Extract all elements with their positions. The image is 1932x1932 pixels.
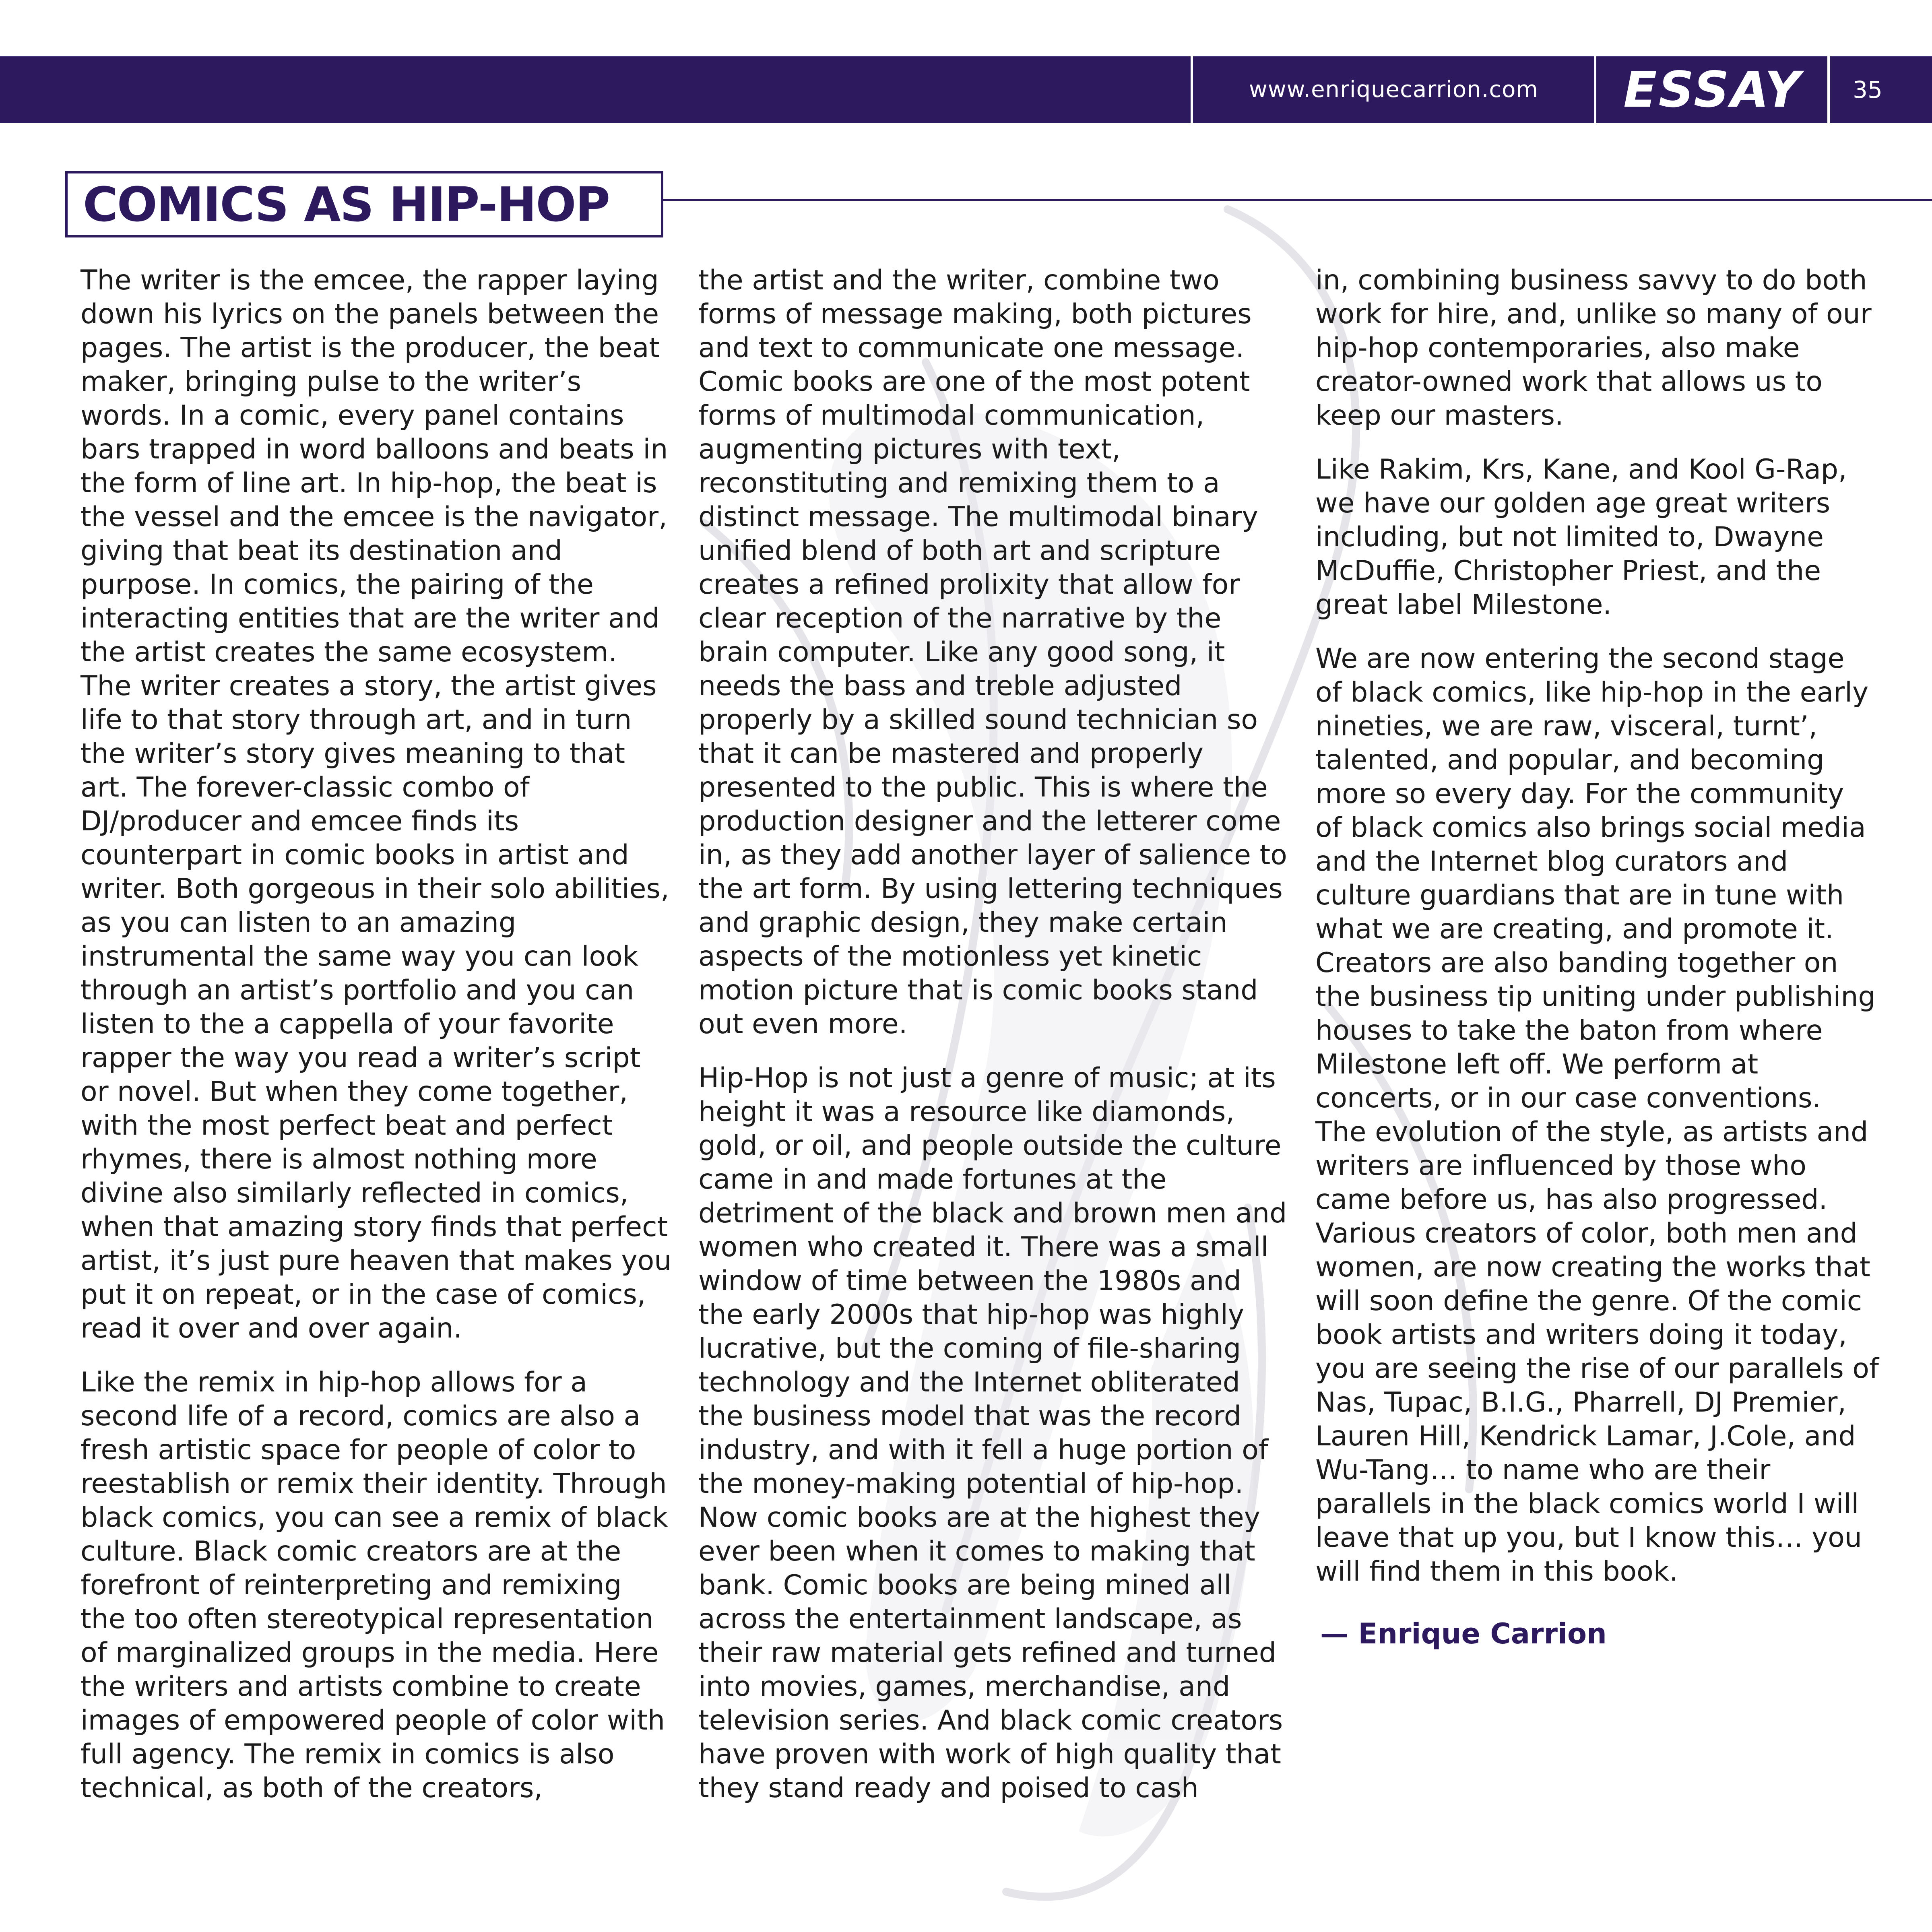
paragraph: the artist and the writer, combine two forms of message making, both pictures and text to communicate one message. Comic books are one of the most potent forms of multimodal communication, augmenting pictures with text, reconstituting and remixing them to a distinct message. The multimodal binary unified blend of both art and scripture creates a refined prolixity that allow for clear reception of the narrative by the brain computer. Like any good song, it needs the bass and treble adjusted properly by a skilled sound technician so that it can be mastered and properly presented to the public. This is where the production designer and the letterer come in, as they add another layer of salience to the art form. By using lettering techniques and graphic design, they make certain aspects of the motionless yet kinetic motion picture that is comic books stand out even more. [698, 264, 1287, 1040]
website-url: www.enriquecarrion.com [1249, 76, 1538, 103]
paragraph: We are now entering the second stage of black comics, like hip-hop in the early nineties, we are raw, visceral, turnt’, talented, and popular, and becoming more so every day. For the community of black comics also brings social media and the Internet blog curators and culture guardians that are in tune with what we are creating, and promote it. Creators are also banding together on the business tip uniting under publishing houses to take the baton from where Milestone left off. We perform at concerts, or in our case conventions. The evolution of the style, as artists and writers are influenced by those who came before us, has also progressed. Various creators of color, both men and women, are now creating the works that will soon define the genre. Of the comic book artists and writers doing it today, you are seeing the rise of our parallels of Nas, Tupac, B.I.G., Pharrell, DJ Premier, Lauren Hill, Kendrick Lamar, J.Cole, and Wu-Tang… to name who are their parallels in the black comics world I will leave that up you, but I know this… you will find them in this book. [1315, 643, 1879, 1587]
text-column-3 [1315, 264, 1879, 1651]
author-signature: — Enrique Carrion [1320, 1617, 1607, 1650]
header-divider [1827, 56, 1830, 123]
header-divider [1191, 56, 1193, 123]
page-number: 35 [1853, 76, 1882, 103]
paragraph: Like the remix in hip-hop allows for a second life of a record, comics are also a fresh artistic space for people of color to reestablish or remix their identity. Through black comics, you can see a remix of black culture. Black comic creators are at the forefront of reinterpreting and remixing the too often stereotypical representation of marginalized groups in the media. Here the writers and artists combine to create images of empowered people of color with full agency. The remix in comics is also technical, as both of the creators, [80, 1366, 668, 1804]
text-column-1 [80, 264, 672, 1825]
paragraph: Hip-Hop is not just a genre of music; at its height it was a resource like diamonds, gold, or oil, and people outside the culture came in and made fortunes at the detriment of the black and brown men and women who created it. There was a small window of time between the 1980s and the early 2000s that hip-hop was highly lucrative, but the coming of file-sharing technology and the Internet obliterated the business model that was the record industry, and with it fell a huge portion of the money-making potential of hip-hop. Now comic books are at the highest they ever been when it comes to making that bank. Comic books are being mined all across the entertainment landscape, as their raw material gets refined and turned into movies, games, merchandise, and television series. And black comic creators have proven with work of high quality that they stand ready and poised to cash [698, 1062, 1287, 1804]
paragraph: Like Rakim, Krs, Kane, and Kool G-Rap, we have our golden age great writers including, but not limited to, Dwayne McDuffie, Christopher Priest, and the great label Milestone. [1315, 454, 1847, 621]
title-rule [663, 199, 1932, 201]
section-label: ESSAY [1623, 61, 1802, 118]
header-divider [1594, 56, 1596, 123]
paragraph: in, combining business savvy to do both work for hire, and, unlike so many of our hip-hop contemporaries, also make creator-owned work that allows us to keep our masters. [1315, 264, 1872, 431]
paragraph: The writer is the emcee, the rapper laying down his lyrics on the panels between the pages. The artist is the producer, the beat maker, bringing pulse to the writer’s words. In a comic, every panel contains bars trapped in word balloons and beats in the form of line art. In hip-hop, the beat is the vessel and the emcee is the navigator, giving that beat its destination and purpose. In comics, the pairing of the interacting entities that are the writer and the artist creates the same ecosystem. The writer creates a story, the artist gives life to that story through art, and in turn the writer’s story gives meaning to that art. The forever-classic combo of DJ/producer and emcee finds its counterpart in comic books in artist and writer. Both gorgeous in their solo abilities, as you can listen to an amazing instrumental the same way you can look through an artist’s portfolio and you can listen to the a cappella of your favorite rapper the way you read a writer’s script or novel. But when they come together, with the most perfect beat and perfect rhymes, there is almost nothing more divine also similarly reflected in comics, when that amazing story finds that perfect artist, it’s just pure heaven that makes you put it on repeat, or in the case of comics, read it over and over again. [80, 264, 672, 1344]
article-title: COMICS AS HIP-HOP [65, 171, 663, 237]
text-column-2 [698, 264, 1290, 1825]
